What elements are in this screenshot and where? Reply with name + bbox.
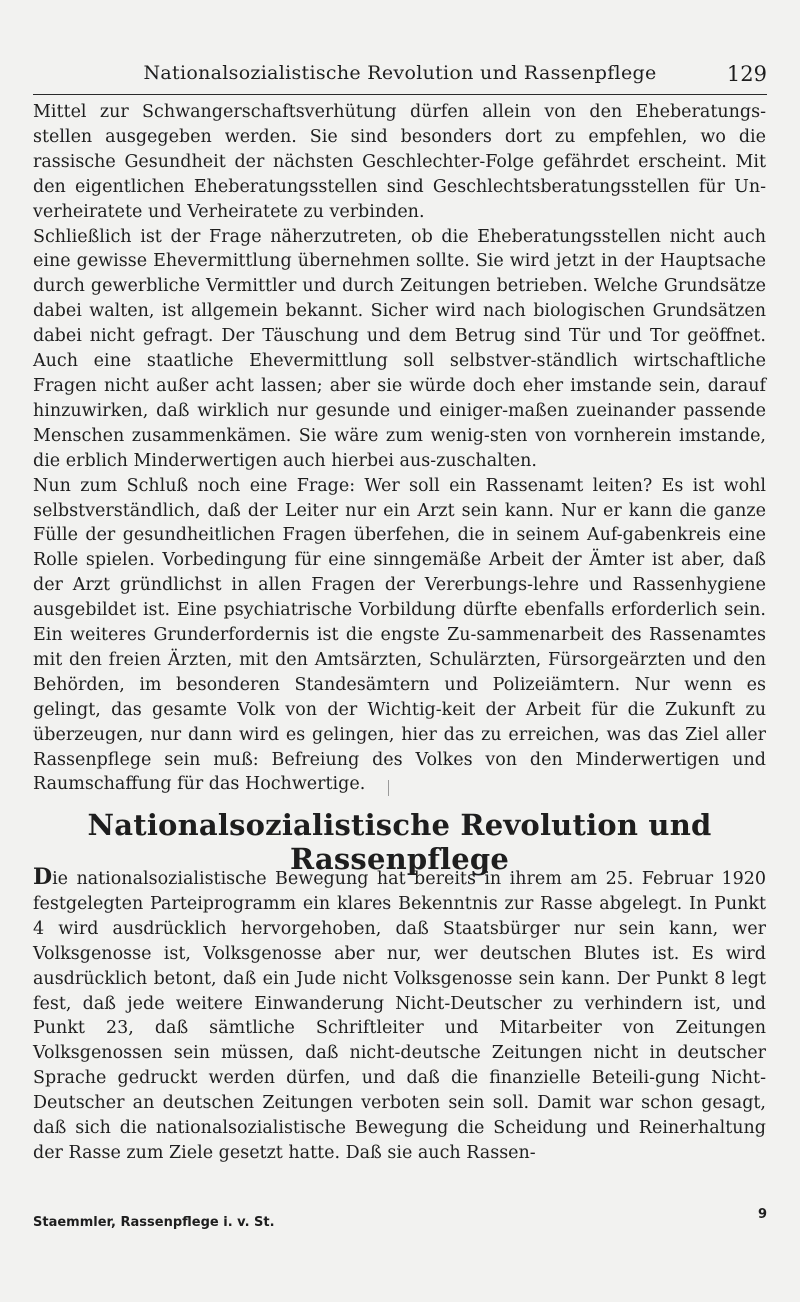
signature-line: Staemmler, Rassenpflege i. v. St. bbox=[33, 1215, 275, 1230]
page-footer bbox=[33, 1207, 767, 1237]
page-number: 129 bbox=[726, 62, 767, 86]
running-head: Nationalsozialistische Revolution und Rassenpflege bbox=[143, 62, 657, 84]
section-heading: Nationalsozialistische Revolution und Rassenpflege bbox=[87, 808, 712, 876]
paragraph bbox=[33, 865, 766, 1166]
signature-mark: 9 bbox=[757, 1207, 767, 1222]
paragraph: Nun zum Schluß noch eine Frage: Wer soll ein Rassenamt leiten? Es ist wohl selbstverständlich, daß der Leiter nur ein Arzt sein kann. Nur er kann die ganze Fülle der gesundheitlichen Fragen überfehen, die in seinem Auf-gabenkreis eine Rolle spielen. Vorbedingung für eine sinngemäße Arbeit der Ämter ist aber, daß der Arzt gründlichst in allen Fragen der Vererbungs-lehre und Rassenhygiene ausgebildet ist. Eine psychiatrische Vorbildung dürfte ebenfalls erforderlich sein. Ein weiteres Grunderfordernis ist die engste Zu-sammenarbeit des Rassenamtes mit den freien Ärzten, mit den Amtsärzten, Schulärzten, Fürsorgeärzten und den Behörden, im besonderen Standesämtern und Polizeiämtern. Nur wenn es gelingt, das gesamte Volk von der Wichtig-keit der Arbeit für die Zukunft zu überzeugen, nur dann wird es gelingen, hier das zu erreichen, was das Ziel aller Rassenpflege sein muß: Befreiung des Volkes von den Minderwertigen und Raumschaffung für das Hochwertige. bbox=[33, 475, 766, 795]
drop-letter: D bbox=[33, 864, 53, 890]
paragraph-body: ie nationalsozialistische Bewegung hat bereits in ihrem am 25. Februar 1920 festgelegten Parteiprogramm ein klares Bekenntnis zur Rasse abgelegt. In Punkt 4 wird ausdrücklich hervorgehoben, daß Staatsbürger nur sein kann, wer Volksgenosse ist, Volksgenosse aber nur, wer deutschen Blutes ist. Es wird ausdrücklich betont, daß ein Jude nicht Volksgenosse sein kann. Der Punkt 8 legt fest, daß jede weitere Einwanderung Nicht-Deutscher zu verhindern ist, und Punkt 23, daß sämtliche Schriftleiter und Mitarbeiter von Zeitungen Volksgenossen sein müssen, daß nicht-deutsche Zeitungen nicht in deutscher Sprache gedruckt werden dürfen, und daß die finanzielle Beteili-gung Nicht-Deutscher an deutschen Zeitungen verboten sein soll. Damit war schon gesagt, daß sich die nationalsozialistische Bewegung die Scheidung und Reinerhaltung der Rasse zum Ziele gesetzt hatte. Daß sie auch Rassen- bbox=[33, 869, 766, 1163]
continuation-text bbox=[33, 100, 766, 797]
paragraph: Schließlich ist der Frage näherzutreten, ob die Eheberatungsstellen nicht auch eine gewisse Ehevermittlung übernehmen sollte. Sie wird jetzt in der Hauptsache durch gewerbliche Vermittler und durch Zeitungen betrieben. Welche Grundsätze dabei walten, ist allgemein bekannt. Sicher wird nach biologischen Grundsätzen dabei nicht gefragt. Der Täuschung und dem Betrug sind Tür und Tor geöffnet. Auch eine staatliche Ehevermittlung soll selbstver-ständlich wirtschaftliche Fragen nicht außer acht lassen; aber sie würde doch eher imstande sein, darauf hinzuwirken, daß wirklich nur gesunde und einiger-maßen zueinander passende Menschen zusammenkämen. Sie wäre zum wenig-sten von vornherein imstande, die erblich Minderwertigen auch hierbei aus-zuschalten. bbox=[33, 226, 766, 471]
page-header bbox=[33, 60, 767, 95]
paragraph: Mittel zur Schwangerschaftsverhütung dürfen allein von den Eheberatungs-stellen ausgegeben werden. Sie sind besonders dort zu empfehlen, wo die rassische Gesundheit der nächsten Geschlechter-Folge gefährdet erscheint. Mit den eigentlichen Eheberatungsstellen sind Geschlechtsberatungsstellen für Un-verheiratete und Verheiratete zu verbinden. bbox=[33, 102, 766, 222]
section-text bbox=[33, 865, 766, 1166]
divider-mark bbox=[388, 780, 389, 796]
